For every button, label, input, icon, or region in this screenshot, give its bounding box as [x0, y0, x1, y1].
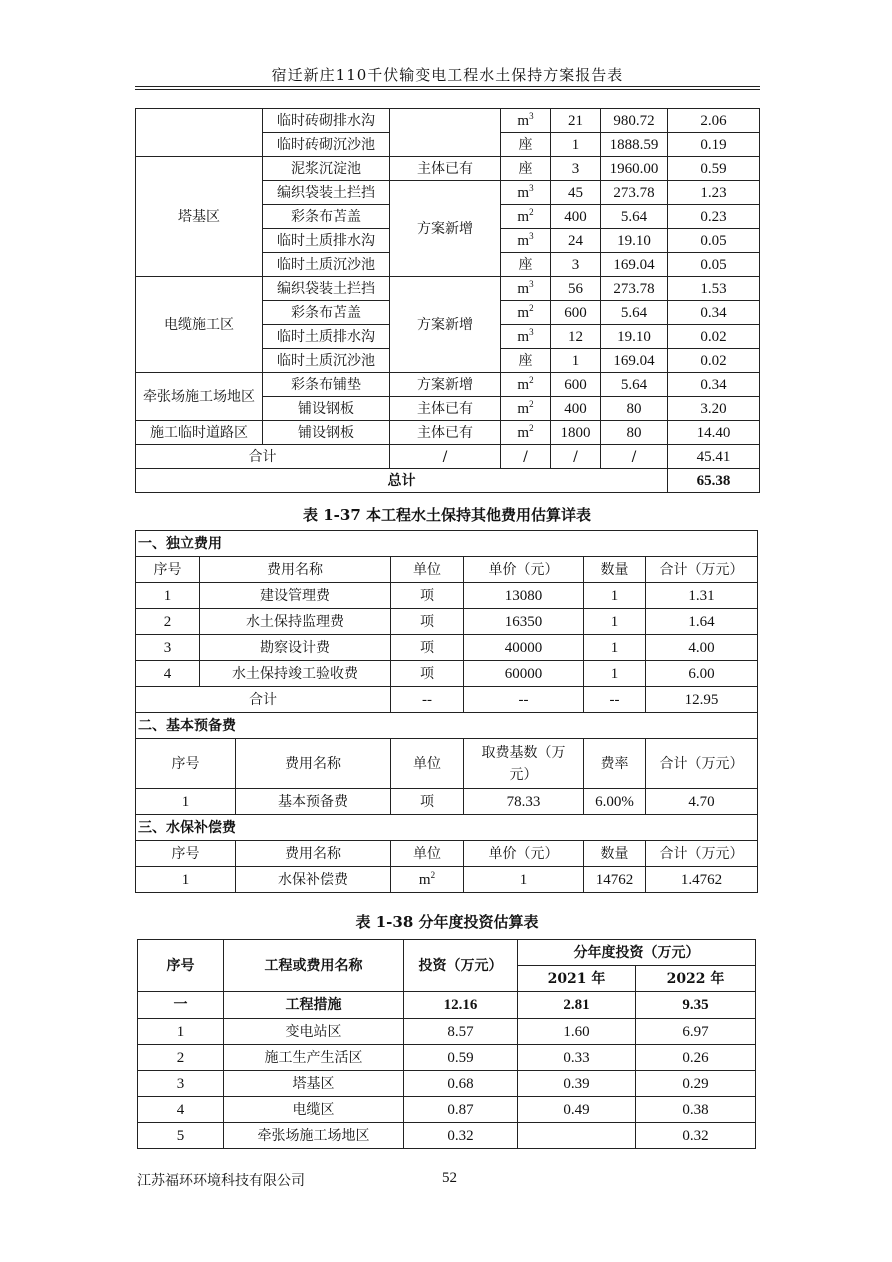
unit-cell: 座 — [501, 157, 551, 181]
source-cell: 方案新增 — [390, 373, 501, 397]
qty-cell: 1 — [551, 133, 601, 157]
table-cell: 0.32 — [636, 1123, 756, 1149]
header-cell: 序号 — [138, 940, 224, 992]
table-cell: 1 — [138, 1019, 224, 1045]
unit-cell: 座 — [501, 253, 551, 277]
unit-cell: $m^3$ — [501, 277, 551, 301]
table-cell: 1.31 — [646, 583, 758, 609]
table-cell: 1.64 — [646, 609, 758, 635]
annual-investment-table — [137, 939, 756, 1149]
qty-cell: 24 — [551, 229, 601, 253]
price-cell: 273.78 — [601, 181, 668, 205]
item-cell: 临时土质排水沟 — [263, 229, 390, 253]
table-cell: 1.60 — [518, 1019, 636, 1045]
header-rule — [135, 86, 760, 90]
zone-cell: 牵张场施工场地区 — [136, 373, 263, 421]
table-cell: 6.97 — [636, 1019, 756, 1045]
table-cell: 1 — [584, 583, 646, 609]
header-cell: 合计（万元） — [646, 739, 758, 789]
item-cell: 临时土质沉沙池 — [263, 349, 390, 373]
total-cell: 0.23 — [668, 205, 760, 229]
header-cell: 序号 — [136, 739, 236, 789]
section-title-compensation: 三、水保补偿费 — [136, 815, 758, 841]
table-cell: 项 — [391, 661, 464, 687]
table-cell: -- — [391, 687, 464, 713]
price-cell: 273.78 — [601, 277, 668, 301]
item-cell: 临时土质排水沟 — [263, 325, 390, 349]
header-cell: 取费基数（万元） — [464, 739, 584, 789]
subtotal-value: 45.41 — [668, 445, 760, 469]
table-cell: 5 — [138, 1123, 224, 1149]
qty-cell: 400 — [551, 397, 601, 421]
table-cell: 电缆区 — [224, 1097, 404, 1123]
total-cell: 0.34 — [668, 373, 760, 397]
total-cell: 3.20 — [668, 397, 760, 421]
qty-cell: 3 — [551, 157, 601, 181]
source-cell: 方案新增 — [390, 277, 501, 373]
header-cell: 单位 — [391, 739, 464, 789]
total-cell: 0.02 — [668, 325, 760, 349]
source-cell — [390, 109, 501, 157]
table-cell: 1 — [464, 867, 584, 893]
header-cell: 合计（万元） — [646, 841, 758, 867]
table-cell: 0.29 — [636, 1071, 756, 1097]
table-cell: 40000 — [464, 635, 584, 661]
total-cell: 0.19 — [668, 133, 760, 157]
header-cell: 2021 年 — [518, 966, 636, 992]
table-cell: 项 — [391, 583, 464, 609]
header-cell: 合计（万元） — [646, 557, 758, 583]
table-cell: -- — [464, 687, 584, 713]
price-cell: 80 — [601, 421, 668, 445]
header-cell: 投资（万元） — [404, 940, 518, 992]
table-cell: 项 — [391, 789, 464, 815]
table-cell: 施工生产生活区 — [224, 1045, 404, 1071]
item-cell: 临时砖砌排水沟 — [263, 109, 390, 133]
table-cell: 水土保持竣工验收费 — [200, 661, 391, 687]
unit-cell: $m^3$ — [501, 325, 551, 349]
slash-cell: / — [390, 445, 501, 469]
table-cell: 项 — [391, 635, 464, 661]
table-cell: 1 — [136, 867, 236, 893]
price-cell: 19.10 — [601, 229, 668, 253]
header-cell: 单位 — [391, 841, 464, 867]
header-cell: 序号 — [136, 841, 236, 867]
price-cell: 1888.59 — [601, 133, 668, 157]
slash-cell: / — [551, 445, 601, 469]
item-cell: 彩条布苫盖 — [263, 301, 390, 325]
qty-cell: 600 — [551, 373, 601, 397]
section-title-basic-reserve: 二、基本预备费 — [136, 713, 758, 739]
qty-cell: 21 — [551, 109, 601, 133]
zone-cell — [136, 109, 263, 157]
header-cell: 数量 — [584, 557, 646, 583]
header-cell: 单位 — [391, 557, 464, 583]
table-cell: 塔基区 — [224, 1071, 404, 1097]
table-cell: 0.32 — [404, 1123, 518, 1149]
header-cell: 单价（元） — [464, 557, 584, 583]
slash-cell: / — [601, 445, 668, 469]
unit-cell: $m^3$ — [501, 229, 551, 253]
slash-cell: / — [501, 445, 551, 469]
table-cell: 一 — [138, 992, 224, 1019]
table-caption-1-37: 表 1-37 本工程水土保持其他费用估算详表 — [303, 506, 591, 524]
total-cell: 0.34 — [668, 301, 760, 325]
table-cell: 3 — [136, 635, 200, 661]
zone-cell: 施工临时道路区 — [136, 421, 263, 445]
zone-cell: 塔基区 — [136, 157, 263, 277]
table-cell: 1 — [584, 635, 646, 661]
table-cell: 14762 — [584, 867, 646, 893]
total-cell: 2.06 — [668, 109, 760, 133]
table-cell: 4 — [138, 1097, 224, 1123]
item-cell: 铺设钢板 — [263, 397, 390, 421]
zone-cell: 电缆施工区 — [136, 277, 263, 373]
item-cell: 编织袋装土拦挡 — [263, 181, 390, 205]
price-cell: 5.64 — [601, 301, 668, 325]
header-cell: 费率 — [584, 739, 646, 789]
table-cell: 基本预备费 — [236, 789, 391, 815]
source-cell: 主体已有 — [390, 421, 501, 445]
table-cell — [518, 1123, 636, 1149]
table-cell: 牵张场施工场地区 — [224, 1123, 404, 1149]
unit-cell: 座 — [501, 349, 551, 373]
table-cell: 建设管理费 — [200, 583, 391, 609]
table-cell: 0.49 — [518, 1097, 636, 1123]
table-cell: 水保补偿费 — [236, 867, 391, 893]
table-cell: 78.33 — [464, 789, 584, 815]
header-cell: 工程或费用名称 — [224, 940, 404, 992]
unit-cell: $m^2$ — [501, 397, 551, 421]
item-cell: 编织袋装土拦挡 — [263, 277, 390, 301]
table-cell: 6.00 — [646, 661, 758, 687]
table-cell: 0.59 — [404, 1045, 518, 1071]
qty-cell: 12 — [551, 325, 601, 349]
table-cell: 水土保持监理费 — [200, 609, 391, 635]
header-cell: 分年度投资（万元） — [518, 940, 756, 966]
item-cell: 铺设钢板 — [263, 421, 390, 445]
source-cell: 主体已有 — [390, 157, 501, 181]
table-cell: 8.57 — [404, 1019, 518, 1045]
price-cell: 169.04 — [601, 349, 668, 373]
qty-cell: 3 — [551, 253, 601, 277]
unit-cell: $m^2$ — [501, 421, 551, 445]
item-cell: 彩条布铺垫 — [263, 373, 390, 397]
table-cell: 变电站区 — [224, 1019, 404, 1045]
unit-cell: $m^2$ — [501, 205, 551, 229]
table-cell: 1 — [584, 609, 646, 635]
footer-company-name: 江苏福环环境科技有限公司 — [137, 1173, 305, 1189]
table-cell: 0.87 — [404, 1097, 518, 1123]
price-cell: 169.04 — [601, 253, 668, 277]
price-cell: 1960.00 — [601, 157, 668, 181]
table-cell: 16350 — [464, 609, 584, 635]
total-cell: 14.40 — [668, 421, 760, 445]
subtotal-value: 12.95 — [646, 687, 758, 713]
header-cell: 单价（元） — [464, 841, 584, 867]
unit-cell: $m^3$ — [501, 181, 551, 205]
table-cell: 2 — [136, 609, 200, 635]
table-cell: 0.38 — [636, 1097, 756, 1123]
table-cell: 13080 — [464, 583, 584, 609]
grand-total-value: 65.38 — [668, 469, 760, 493]
price-cell: 19.10 — [601, 325, 668, 349]
table-cell: 9.35 — [636, 992, 756, 1019]
table-cell: 勘察设计费 — [200, 635, 391, 661]
header-cell: 2022 年 — [636, 966, 756, 992]
price-cell: 5.64 — [601, 373, 668, 397]
price-cell: 5.64 — [601, 205, 668, 229]
total-cell: 1.23 — [668, 181, 760, 205]
item-cell: 彩条布苫盖 — [263, 205, 390, 229]
table-cell: 0.33 — [518, 1045, 636, 1071]
table-cell: 1 — [584, 661, 646, 687]
table-cell: 60000 — [464, 661, 584, 687]
total-cell: 0.05 — [668, 229, 760, 253]
table-cell: 4 — [136, 661, 200, 687]
qty-cell: 400 — [551, 205, 601, 229]
header-cell: 费用名称 — [236, 739, 391, 789]
header-cell: 序号 — [136, 557, 200, 583]
qty-cell: 45 — [551, 181, 601, 205]
table-cell: 6.00% — [584, 789, 646, 815]
total-cell: 0.59 — [668, 157, 760, 181]
qty-cell: 600 — [551, 301, 601, 325]
total-cell: 1.53 — [668, 277, 760, 301]
qty-cell: 1 — [551, 349, 601, 373]
table-cell: 4.00 — [646, 635, 758, 661]
other-fees-table — [135, 530, 758, 893]
section-title-independent-fees: 一、独立费用 — [136, 531, 758, 557]
unit-cell: $m^2$ — [501, 301, 551, 325]
price-cell: 980.72 — [601, 109, 668, 133]
total-cell: 0.02 — [668, 349, 760, 373]
table-cell: 工程措施 — [224, 992, 404, 1019]
header-cell: 费用名称 — [236, 841, 391, 867]
table-cell: 4.70 — [646, 789, 758, 815]
grand-total-label: 总计 — [136, 469, 668, 493]
qty-cell: 1800 — [551, 421, 601, 445]
table-cell: 3 — [138, 1071, 224, 1097]
source-cell: 方案新增 — [390, 181, 501, 277]
table-cell: 0.68 — [404, 1071, 518, 1097]
unit-cell: $m^2$ — [391, 867, 464, 893]
price-cell: 80 — [601, 397, 668, 421]
table-cell: 1 — [136, 789, 236, 815]
unit-cell: 座 — [501, 133, 551, 157]
qty-cell: 56 — [551, 277, 601, 301]
source-cell: 主体已有 — [390, 397, 501, 421]
subtotal-label: 合计 — [136, 445, 390, 469]
unit-cell: $m^2$ — [501, 373, 551, 397]
table-cell: 1 — [136, 583, 200, 609]
table-cell: 0.39 — [518, 1071, 636, 1097]
page-number: 52 — [442, 1170, 457, 1186]
subtotal-label: 合计 — [136, 687, 391, 713]
total-cell: 0.05 — [668, 253, 760, 277]
measures-cost-table — [135, 108, 760, 493]
item-cell: 泥浆沉淀池 — [263, 157, 390, 181]
header-cell: 费用名称 — [200, 557, 391, 583]
table-cell: 2.81 — [518, 992, 636, 1019]
table-cell: 12.16 — [404, 992, 518, 1019]
item-cell: 临时砖砌沉沙池 — [263, 133, 390, 157]
table-caption-1-38: 表 1-38 分年度投资估算表 — [355, 913, 539, 931]
table-cell: 项 — [391, 609, 464, 635]
table-cell: 2 — [138, 1045, 224, 1071]
item-cell: 临时土质沉沙池 — [263, 253, 390, 277]
table-cell: 1.4762 — [646, 867, 758, 893]
header-cell: 数量 — [584, 841, 646, 867]
table-cell: -- — [584, 687, 646, 713]
page-header-title: 宿迁新庄110千伏输变电工程水土保持方案报告表 — [271, 66, 624, 84]
unit-cell: $m^3$ — [501, 109, 551, 133]
table-cell: 0.26 — [636, 1045, 756, 1071]
